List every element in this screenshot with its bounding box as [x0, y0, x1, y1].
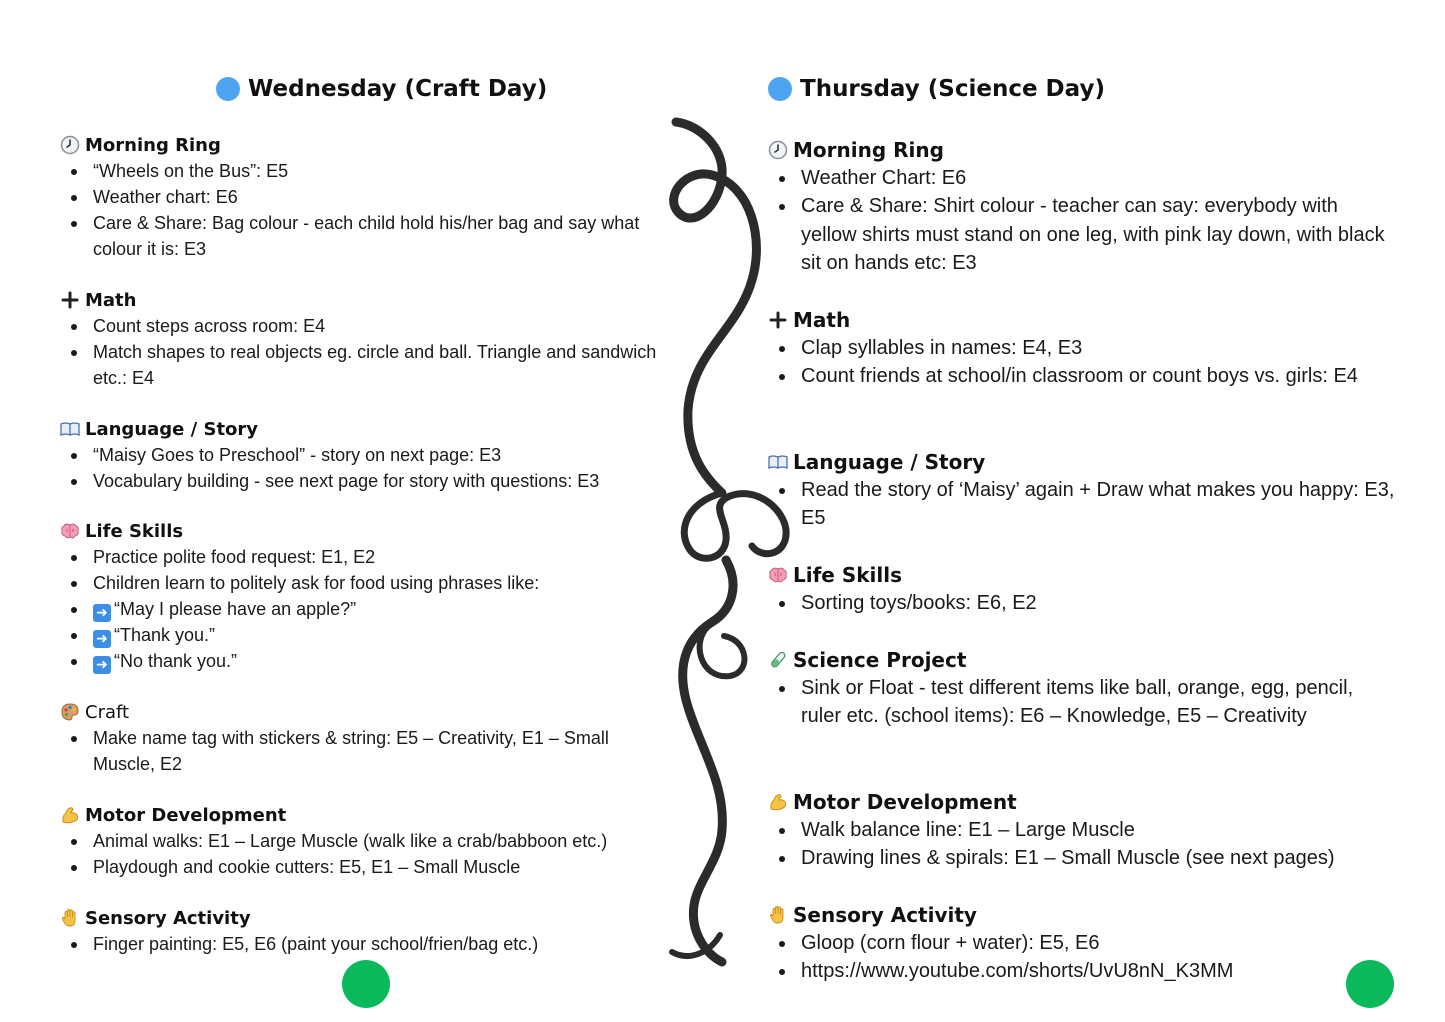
thu-life-skills-section [768, 561, 1398, 617]
thu-motor-section [768, 788, 1398, 873]
plus-icon [768, 310, 788, 330]
list-item: Weather chart: E6 [60, 184, 670, 210]
thu-language-list [768, 476, 1398, 533]
wed-craft-list [60, 725, 670, 777]
thu-math-title: Math [768, 306, 1398, 334]
thu-sensory-title: Sensory Activity [768, 901, 1398, 929]
thu-morning-ring-title: Morning Ring [768, 136, 1398, 164]
open-book-icon [768, 452, 788, 472]
wed-sensory-list [60, 931, 670, 957]
list-item: Sink or Float - test different items like ball, orange, egg, pencil, ruler etc. (school items): E6 – Knowledge, E5 – Creativity [768, 674, 1398, 731]
wed-morning-ring-title: Morning Ring [60, 132, 670, 158]
list-item: Weather Chart: E6 [768, 164, 1398, 192]
list-item: Gloop (corn flour + water): E5, E6 [768, 929, 1398, 957]
list-item: Children learn to politely ask for food using phrases like: [60, 570, 670, 596]
thu-science-section [768, 646, 1398, 731]
list-item: ➜ “May I please have an apple?” [60, 596, 670, 622]
thu-sensory-section [768, 901, 1398, 986]
raised-hand-icon [60, 908, 80, 928]
thu-sensory-list [768, 929, 1398, 986]
raised-hand-icon [768, 905, 788, 925]
list-item: Clap syllables in names: E4, E3 [768, 334, 1398, 362]
list-item: Walk balance line: E1 – Large Muscle [768, 816, 1398, 844]
wed-life-skills-title: Life Skills [60, 518, 670, 544]
list-item: “Wheels on the Bus”: E5 [60, 158, 670, 184]
youtube-link[interactable]: https://www.youtube.com/shorts/UvU8nN_K3MM [768, 957, 1398, 985]
test-tube-icon [768, 650, 788, 670]
clock-icon [60, 135, 80, 155]
thu-language-section [768, 448, 1398, 533]
list-item: Care & Share: Shirt colour - teacher can say: everybody with yellow shirts must stand on one leg, with pink lay down, with black sit on hands etc: E3 [768, 192, 1398, 277]
wed-language-section [60, 416, 670, 494]
thu-life-skills-title: Life Skills [768, 561, 1398, 589]
thu-life-skills-list [768, 589, 1398, 617]
list-item: Sorting toys/books: E6, E2 [768, 589, 1398, 617]
thu-science-list [768, 674, 1398, 731]
list-item: Practice polite food request: E1, E2 [60, 544, 670, 570]
flexed-biceps-icon [60, 805, 80, 825]
plus-icon [60, 290, 80, 310]
list-item: Playdough and cookie cutters: E5, E1 – Small Muscle [60, 854, 670, 880]
list-item: Vocabulary building - see next page for story with questions: E3 [60, 468, 670, 494]
right-arrow-icon: ➜ [93, 630, 111, 648]
list-item: ➜ “Thank you.” [60, 622, 670, 648]
wed-language-list [60, 442, 670, 494]
blue-dot-icon [216, 77, 240, 101]
right-arrow-icon: ➜ [93, 656, 111, 674]
palette-icon [60, 702, 80, 722]
wed-motor-title: Motor Development [60, 802, 670, 828]
wednesday-title: Wednesday (Craft Day) [248, 76, 548, 102]
thu-math-list [768, 334, 1398, 391]
thursday-title: Thursday (Science Day) [800, 76, 1105, 102]
wed-motor-section [60, 802, 670, 880]
thu-motor-list [768, 816, 1398, 873]
thu-language-title: Language / Story [768, 448, 1398, 476]
list-item: ➜ “No thank you.” [60, 648, 670, 674]
wed-life-skills-section [60, 518, 670, 674]
list-item: “Maisy Goes to Preschool” - story on next page: E3 [60, 442, 670, 468]
list-item: Make name tag with stickers & string: E5 – Creativity, E1 – Small Muscle, E2 [60, 725, 670, 777]
wed-motor-list [60, 828, 670, 880]
right-arrow-icon: ➜ [93, 604, 111, 622]
thursday-heading [768, 76, 1105, 102]
brain-icon [768, 565, 788, 585]
wed-sensory-section [60, 905, 670, 957]
list-item: Finger painting: E5, E6 (paint your school/frien/bag etc.) [60, 931, 670, 957]
wed-language-title: Language / Story [60, 416, 670, 442]
green-dot-left [342, 960, 390, 1008]
thu-science-title: Science Project [768, 646, 1398, 674]
flexed-biceps-icon [768, 792, 788, 812]
blue-dot-icon [768, 77, 792, 101]
thu-math-section [768, 306, 1398, 391]
list-item: Care & Share: Bag colour - each child hold his/her bag and say what colour it is: E3 [60, 210, 670, 262]
wed-life-skills-list [60, 544, 670, 674]
wed-craft-title: Craft [60, 699, 670, 725]
list-item: Match shapes to real objects eg. circle and ball. Triangle and sandwich etc.: E4 [60, 339, 670, 391]
wednesday-heading [216, 76, 547, 102]
wed-math-list [60, 313, 670, 391]
list-item: Read the story of ‘Maisy’ again + Draw what makes you happy: E3, E5 [768, 476, 1398, 533]
list-item: Count friends at school/in classroom or count boys vs. girls: E4 [768, 362, 1398, 390]
brain-icon [60, 521, 80, 541]
green-dot-right [1346, 960, 1394, 1008]
wed-craft-section [60, 699, 670, 777]
thu-morning-ring-section [768, 136, 1398, 278]
list-item: Drawing lines & spirals: E1 – Small Muscle (see next pages) [768, 844, 1398, 872]
wed-math-title: Math [60, 287, 670, 313]
wed-morning-ring-list [60, 158, 670, 262]
wed-math-section [60, 287, 670, 391]
list-item: Animal walks: E1 – Large Muscle (walk like a crab/babboon etc.) [60, 828, 670, 854]
clock-icon [768, 140, 788, 160]
open-book-icon [60, 419, 80, 439]
thu-morning-ring-list [768, 164, 1398, 278]
list-item: Count steps across room: E4 [60, 313, 670, 339]
wed-morning-ring-section [60, 132, 670, 262]
thu-motor-title: Motor Development [768, 788, 1398, 816]
wed-sensory-title: Sensory Activity [60, 905, 670, 931]
